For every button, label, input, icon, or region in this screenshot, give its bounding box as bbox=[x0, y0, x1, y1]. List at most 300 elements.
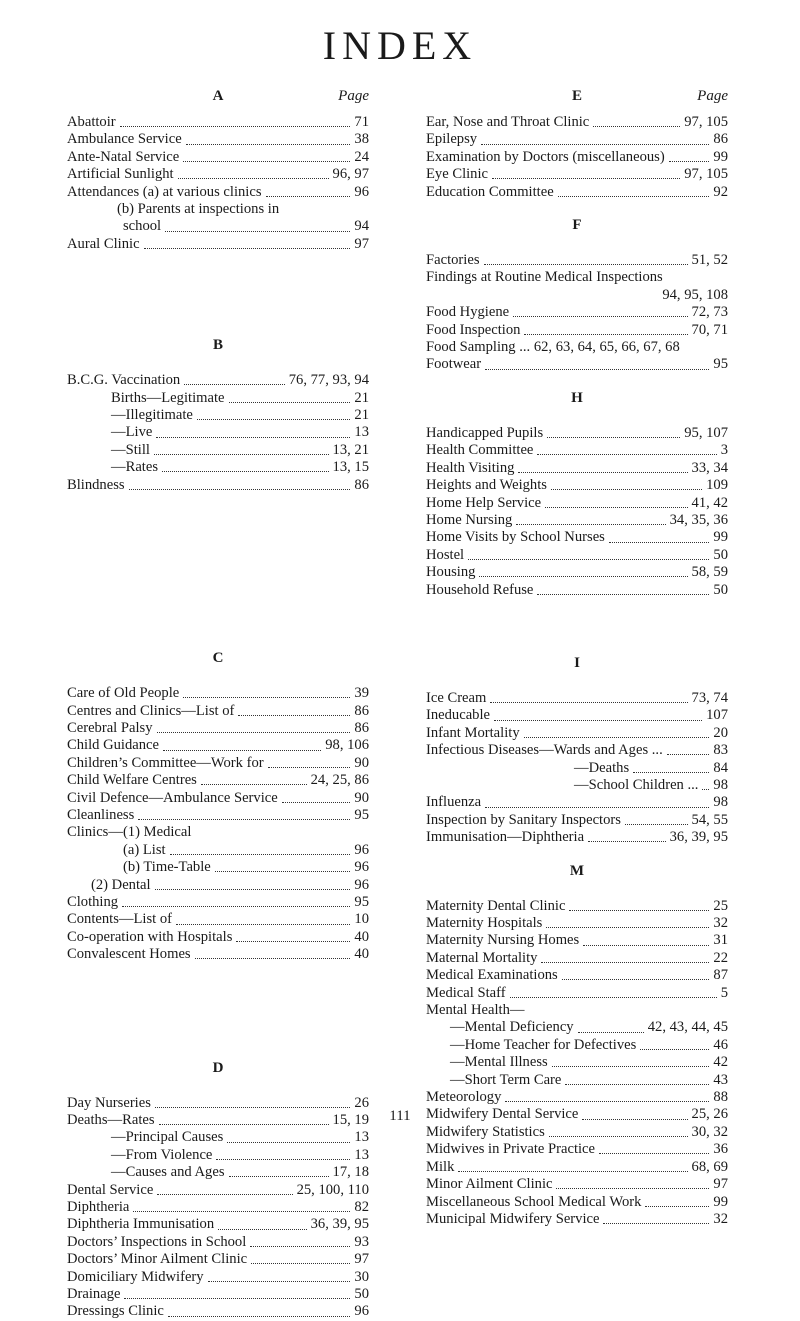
section-letter-a: A bbox=[212, 88, 224, 104]
index-entry-pages: 39 bbox=[354, 685, 369, 702]
index-entry-pages: 3 bbox=[720, 442, 728, 459]
index-entry bbox=[426, 1089, 728, 1106]
index-entry-label: Aural Clinic bbox=[67, 235, 140, 252]
index-entry bbox=[426, 166, 728, 183]
index-entry-label: Medical Examinations bbox=[426, 967, 558, 984]
index-entry bbox=[67, 114, 369, 131]
leader-dots bbox=[625, 824, 688, 825]
index-entry-label: Contents—List of bbox=[67, 911, 172, 928]
index-entry bbox=[67, 477, 369, 494]
index-entry-pages: 99 bbox=[713, 529, 728, 546]
index-entry bbox=[426, 707, 728, 724]
section-b bbox=[67, 372, 369, 494]
index-entry-label: —Still bbox=[111, 441, 150, 458]
leader-dots bbox=[250, 1246, 350, 1247]
index-entry-pages: 13 bbox=[354, 1146, 369, 1163]
leader-dots bbox=[218, 1229, 306, 1230]
index-entry-line: Food Sampling ... 62, 63, 64, 65, 66, 67, 68 bbox=[426, 339, 680, 356]
index-entry bbox=[67, 1182, 369, 1199]
leader-dots bbox=[667, 754, 710, 755]
leader-dots bbox=[154, 454, 329, 455]
index-entry-label: Housing bbox=[426, 564, 476, 581]
index-entry-label: Food Inspection bbox=[426, 321, 521, 338]
index-entry bbox=[67, 703, 369, 720]
index-entry-label: Footwear bbox=[426, 356, 482, 373]
leader-dots bbox=[144, 248, 351, 249]
section-letter-m: M bbox=[569, 862, 585, 879]
index-entry-pages: 25 bbox=[713, 897, 728, 914]
index-entry-pages: 13, 15 bbox=[332, 459, 369, 476]
index-entry bbox=[426, 742, 728, 759]
index-entry bbox=[67, 166, 369, 183]
index-entry-pages: 96, 97 bbox=[332, 166, 369, 183]
index-entry bbox=[67, 184, 369, 201]
leader-dots bbox=[558, 196, 710, 197]
leader-dots bbox=[578, 1032, 644, 1033]
index-entry-label: Attendances (a) at various clinics bbox=[67, 183, 262, 200]
index-entry-pages: 73, 74 bbox=[691, 689, 728, 706]
section-letter-d: D bbox=[212, 1059, 224, 1076]
index-entry-label: (2) Dental bbox=[91, 876, 151, 893]
index-entry bbox=[426, 1176, 728, 1193]
index-entry-line: (b) Parents at inspections in bbox=[117, 201, 280, 218]
index-entry-pages: 93 bbox=[354, 1233, 369, 1250]
index-entry-label: Midwifery Dental Service bbox=[426, 1106, 579, 1123]
leader-dots bbox=[156, 437, 350, 438]
index-entry-pages: 71 bbox=[354, 114, 369, 130]
leader-dots bbox=[170, 854, 351, 855]
index-column-right bbox=[426, 88, 728, 1228]
index-entry bbox=[67, 807, 369, 824]
index-entry-pages: 26 bbox=[354, 1094, 369, 1111]
leader-dots bbox=[208, 1281, 351, 1282]
index-entry-pages: 43 bbox=[713, 1071, 728, 1088]
leader-dots bbox=[183, 161, 350, 162]
leader-dots bbox=[155, 889, 351, 890]
index-entry-label: Hostel bbox=[426, 546, 465, 563]
index-column-left bbox=[67, 88, 369, 1321]
index-entry bbox=[67, 1199, 369, 1216]
leader-dots bbox=[138, 819, 350, 820]
index-entry-pages: 50 bbox=[354, 1286, 369, 1303]
leader-dots bbox=[546, 927, 709, 928]
index-entry-label: Abattoir bbox=[67, 114, 116, 130]
index-entry-pages: 97 bbox=[354, 235, 369, 252]
leader-dots bbox=[266, 196, 351, 197]
index-entry-label: Education Committee bbox=[426, 183, 554, 200]
section-letter-b: B bbox=[212, 337, 223, 354]
index-entry bbox=[67, 442, 369, 459]
index-entry-pages: 109 bbox=[706, 477, 728, 494]
index-entry-label: —Causes and Ages bbox=[111, 1164, 225, 1181]
index-entry bbox=[67, 1234, 369, 1251]
index-entry bbox=[426, 477, 728, 494]
index-entry-label: —From Violence bbox=[111, 1146, 213, 1163]
leader-dots bbox=[229, 1176, 329, 1177]
index-entry-pages: 107 bbox=[706, 707, 728, 724]
index-entry bbox=[67, 772, 369, 789]
section-f bbox=[426, 252, 728, 374]
index-entry-pages: 96 bbox=[354, 1303, 369, 1320]
index-entry-label: —Rates bbox=[111, 459, 159, 476]
index-entry-label: Factories bbox=[426, 252, 480, 269]
index-entry-label: Diphtheria bbox=[67, 1199, 130, 1216]
index-entry-label: Clothing bbox=[67, 893, 119, 910]
leader-dots bbox=[588, 841, 666, 842]
index-entry-pages: 96 bbox=[354, 876, 369, 893]
index-entry-label: Minor Ailment Clinic bbox=[426, 1176, 553, 1193]
index-entry-pages: 25, 100, 110 bbox=[296, 1181, 369, 1198]
index-entry-label: (b) Time-Table bbox=[123, 859, 211, 876]
index-entry-pages: 58, 59 bbox=[691, 564, 728, 581]
index-entry bbox=[67, 1164, 369, 1181]
leader-dots bbox=[268, 767, 351, 768]
leader-dots bbox=[468, 559, 709, 560]
leader-dots bbox=[537, 594, 709, 595]
index-entry-pages: 17, 18 bbox=[332, 1164, 369, 1181]
index-entry-label: Ice Cream bbox=[426, 689, 487, 706]
page-column-label: Page bbox=[697, 88, 728, 104]
index-entry-pages: 96 bbox=[354, 859, 369, 876]
index-entry bbox=[67, 1303, 369, 1320]
index-entry-label: Home Visits by School Nurses bbox=[426, 529, 605, 546]
leader-dots bbox=[251, 1263, 350, 1264]
index-entry bbox=[426, 356, 728, 373]
index-entry-pages: 96 bbox=[354, 841, 369, 858]
index-entry bbox=[426, 564, 728, 581]
index-entry bbox=[67, 424, 369, 441]
index-entry-label: Immunisation—Diphtheria bbox=[426, 829, 585, 846]
index-entry-label: Children’s Committee—Work for bbox=[67, 754, 264, 771]
leader-dots bbox=[490, 702, 687, 703]
leader-dots bbox=[541, 962, 709, 963]
index-entry bbox=[426, 1072, 728, 1089]
leader-dots bbox=[492, 178, 680, 179]
index-entry-pages: 36 bbox=[713, 1141, 728, 1158]
leader-dots bbox=[505, 1101, 709, 1102]
leader-dots bbox=[485, 807, 709, 808]
index-entry bbox=[426, 985, 728, 1002]
index-entry bbox=[426, 760, 728, 777]
index-entry-line: Mental Health— bbox=[426, 1002, 525, 1019]
index-entry-pages: 72, 73 bbox=[691, 304, 728, 321]
index-entry-pages: 99 bbox=[713, 1193, 728, 1210]
index-entry bbox=[67, 407, 369, 424]
leader-dots bbox=[157, 732, 351, 733]
index-entry bbox=[426, 915, 728, 932]
page-column-label: Page bbox=[338, 88, 369, 104]
index-entry-label: Care of Old People bbox=[67, 685, 180, 702]
section-letter-h: H bbox=[571, 389, 583, 406]
index-entry-label: Dental Service bbox=[67, 1181, 154, 1198]
index-entry bbox=[426, 512, 728, 529]
index-entry-pages: 20 bbox=[713, 724, 728, 741]
leader-dots bbox=[186, 144, 351, 145]
leader-dots bbox=[551, 489, 702, 490]
index-entry-pages: 97 bbox=[354, 1251, 369, 1268]
index-entry-pages: 24, 25, 86 bbox=[310, 772, 369, 789]
leader-dots bbox=[593, 126, 680, 127]
index-entry bbox=[426, 967, 728, 984]
index-entry bbox=[67, 737, 369, 754]
index-entry-pages: 94 bbox=[354, 218, 369, 235]
leader-dots bbox=[516, 524, 665, 525]
section-c bbox=[67, 685, 369, 964]
index-entry-pages: 86 bbox=[354, 719, 369, 736]
index-entry-label: —Short Term Care bbox=[450, 1071, 562, 1088]
index-entry-pages: 34, 35, 36 bbox=[669, 511, 728, 528]
index-entry-label: Doctors’ Minor Ailment Clinic bbox=[67, 1251, 248, 1268]
index-entry bbox=[67, 1147, 369, 1164]
index-entry bbox=[67, 372, 369, 389]
index-entry-label: Handicapped Pupils bbox=[426, 424, 544, 441]
index-entry-pages: 95 bbox=[354, 893, 369, 910]
index-entry bbox=[426, 1194, 728, 1211]
index-entry bbox=[426, 725, 728, 742]
leader-dots bbox=[645, 1206, 709, 1207]
index-entry-pages: 10 bbox=[354, 911, 369, 928]
index-entry bbox=[426, 322, 728, 339]
leader-dots bbox=[184, 384, 285, 385]
index-entry-label: Ante-Natal Service bbox=[67, 148, 180, 165]
index-entry bbox=[67, 755, 369, 772]
index-entry bbox=[426, 529, 728, 546]
leader-dots bbox=[124, 1298, 350, 1299]
index-entry-label: Deaths—Rates bbox=[67, 1112, 155, 1128]
index-entry bbox=[426, 114, 728, 131]
index-entry-label: Child Welfare Centres bbox=[67, 772, 197, 789]
leader-dots bbox=[201, 784, 307, 785]
page-number: 111 bbox=[389, 1108, 411, 1124]
leader-dots bbox=[122, 906, 350, 907]
leader-dots bbox=[282, 802, 351, 803]
index-entry-label: Inspection by Sanitary Inspectors bbox=[426, 811, 621, 828]
index-entry bbox=[67, 894, 369, 911]
index-entry-pages: 51, 52 bbox=[691, 252, 728, 269]
leader-dots bbox=[481, 144, 709, 145]
index-entry-label: Epilepsy bbox=[426, 131, 478, 148]
leader-dots bbox=[583, 945, 709, 946]
index-entry-pages: 87 bbox=[713, 967, 728, 984]
leader-dots bbox=[215, 871, 351, 872]
index-entry-pages: 13, 21 bbox=[332, 441, 369, 458]
leader-dots bbox=[640, 1049, 709, 1050]
index-entry-pages: 32 bbox=[713, 915, 728, 931]
index-entry bbox=[67, 1286, 369, 1303]
index-entry-pages: 95, 107 bbox=[684, 424, 728, 441]
index-entry-label: Co-operation with Hospitals bbox=[67, 928, 233, 945]
index-entry-label: Maternity Nursing Homes bbox=[426, 932, 580, 949]
index-entry-pages: 86 bbox=[354, 702, 369, 719]
leader-dots bbox=[599, 1153, 709, 1154]
index-entry-pages: 36, 39, 95 bbox=[310, 1216, 369, 1233]
index-entry-pages: 32 bbox=[713, 1210, 728, 1227]
index-entry bbox=[426, 1211, 728, 1228]
index-entry-label: Milk bbox=[426, 1158, 455, 1175]
index-entry-label: Ineducable bbox=[426, 707, 491, 724]
index-entry-line: 94, 95, 108 bbox=[662, 286, 728, 303]
index-entry bbox=[426, 812, 728, 829]
leader-dots bbox=[458, 1171, 687, 1172]
section-i bbox=[426, 690, 728, 847]
index-entry-pages: 40 bbox=[354, 928, 369, 945]
index-entry-pages: 41, 42 bbox=[691, 494, 728, 511]
section-m bbox=[426, 898, 728, 1229]
leader-dots bbox=[702, 789, 709, 790]
index-entry-label: school bbox=[123, 218, 162, 235]
index-entry bbox=[426, 1019, 728, 1036]
index-entry-pages: 5 bbox=[720, 984, 728, 1001]
index-entry-label: Maternity Dental Clinic bbox=[426, 897, 566, 914]
index-entry-label: Ear, Nose and Throat Clinic bbox=[426, 114, 590, 130]
index-entry bbox=[426, 495, 728, 512]
index-entry bbox=[426, 1124, 728, 1141]
index-entry-label: Home Help Service bbox=[426, 494, 542, 511]
index-entry-label: Eye Clinic bbox=[426, 166, 489, 183]
index-entry-label: Examination by Doctors (miscellaneous) bbox=[426, 148, 665, 165]
index-entry-label: —Principal Causes bbox=[111, 1129, 224, 1146]
index-entry-label: Maternity Hospitals bbox=[426, 915, 543, 931]
index-entry-label: Cerebral Palsy bbox=[67, 719, 153, 736]
section-letter-f: F bbox=[572, 217, 582, 234]
index-entry bbox=[426, 149, 728, 166]
index-entry-label: Health Visiting bbox=[426, 459, 515, 476]
index-entry-pages: 92 bbox=[713, 183, 728, 200]
index-entry-pages: 21 bbox=[354, 407, 369, 424]
index-entry-label: Meteorology bbox=[426, 1089, 502, 1106]
index-entry bbox=[426, 304, 728, 321]
leader-dots bbox=[565, 1084, 709, 1085]
leader-dots bbox=[669, 161, 710, 162]
index-entry-pages: 54, 55 bbox=[691, 811, 728, 828]
index-entry bbox=[67, 1269, 369, 1286]
index-entry-pages: 24 bbox=[354, 148, 369, 165]
leader-dots bbox=[545, 507, 687, 508]
page-title: INDEX bbox=[322, 23, 478, 68]
index-entry bbox=[426, 582, 728, 599]
leader-dots bbox=[524, 334, 687, 335]
index-entry-label: —Mental Deficiency bbox=[450, 1019, 574, 1036]
leader-dots bbox=[552, 1066, 710, 1067]
leader-dots bbox=[229, 402, 351, 403]
index-entry-label: —Home Teacher for Defectives bbox=[450, 1036, 637, 1053]
leader-dots bbox=[163, 750, 321, 751]
section-letter-i: I bbox=[574, 654, 580, 671]
index-entry-label: Midwifery Statistics bbox=[426, 1123, 545, 1140]
index-entry-label: Heights and Weights bbox=[426, 477, 547, 494]
index-entry bbox=[67, 685, 369, 702]
index-entry-pages: 83 bbox=[713, 742, 728, 759]
index-entry-pages: 88 bbox=[713, 1089, 728, 1106]
leader-dots bbox=[556, 1188, 709, 1189]
section-d bbox=[67, 1095, 369, 1321]
index-entry-pages: 95 bbox=[354, 806, 369, 823]
index-entry-label: —Illegitimate bbox=[111, 407, 193, 424]
index-entry-pages: 50 bbox=[713, 546, 728, 563]
index-entry-label: Household Refuse bbox=[426, 581, 534, 598]
leader-dots bbox=[569, 910, 709, 911]
index-entry bbox=[67, 790, 369, 807]
index-entry-label: Municipal Midwifery Service bbox=[426, 1210, 600, 1227]
index-entry bbox=[67, 1129, 369, 1146]
index-entry bbox=[426, 829, 728, 846]
index-entry-label: Cleanliness bbox=[67, 806, 135, 823]
leader-dots bbox=[133, 1211, 350, 1212]
index-entry bbox=[426, 794, 728, 811]
index-entry-label: Ambulance Service bbox=[67, 131, 182, 148]
leader-dots bbox=[494, 720, 702, 721]
index-entry bbox=[67, 390, 369, 407]
leader-dots bbox=[524, 737, 710, 738]
index-entry-label: Artificial Sunlight bbox=[67, 166, 174, 183]
index-entry bbox=[426, 950, 728, 967]
index-entry-label: Medical Staff bbox=[426, 984, 506, 1001]
section-letter-e: E bbox=[571, 88, 582, 104]
leader-dots bbox=[236, 941, 350, 942]
index-entry bbox=[67, 459, 369, 476]
leader-dots bbox=[120, 126, 351, 127]
leader-dots bbox=[197, 419, 351, 420]
index-entry-label: —School Children ... bbox=[574, 776, 699, 793]
leader-dots bbox=[227, 1142, 350, 1143]
index-entry bbox=[426, 1141, 728, 1158]
index-entry-pages: 30, 32 bbox=[691, 1123, 728, 1140]
index-entry bbox=[67, 131, 369, 148]
section-a bbox=[67, 114, 369, 253]
index-entry-pages: 84 bbox=[713, 759, 728, 776]
leader-dots bbox=[484, 264, 688, 265]
index-entry-pages: 76, 77, 93, 94 bbox=[288, 372, 369, 389]
index-entry-label: Infectious Diseases—Wards and Ages ... bbox=[426, 742, 663, 759]
index-entry-pages: 50 bbox=[713, 581, 728, 598]
index-entry-label: Convalescent Homes bbox=[67, 946, 191, 963]
index-entry-pages: 21 bbox=[354, 389, 369, 406]
section-e bbox=[426, 114, 728, 201]
index-entry bbox=[426, 1054, 728, 1071]
index-entry bbox=[67, 1251, 369, 1268]
index-entry-label: Diphtheria Immunisation bbox=[67, 1216, 215, 1233]
index-entry-pages: 97, 105 bbox=[684, 166, 728, 183]
leader-dots bbox=[609, 542, 710, 543]
index-entry bbox=[67, 929, 369, 946]
index-entry bbox=[67, 149, 369, 166]
index-entry-pages: 90 bbox=[354, 789, 369, 806]
index-entry bbox=[67, 1216, 369, 1233]
index-entry-label: Day Nurseries bbox=[67, 1094, 151, 1111]
leader-dots bbox=[162, 471, 328, 472]
index-entry-pages: 82 bbox=[354, 1199, 369, 1216]
index-entry-pages: 22 bbox=[713, 949, 728, 966]
column-header bbox=[426, 88, 728, 114]
leader-dots bbox=[183, 697, 350, 698]
section-h bbox=[426, 425, 728, 599]
index-entry-pages: 42 bbox=[713, 1054, 728, 1071]
index-entry-pages: 70, 71 bbox=[691, 321, 728, 338]
index-entry-pages: 90 bbox=[354, 754, 369, 771]
leader-dots bbox=[176, 924, 350, 925]
index-entry bbox=[67, 946, 369, 963]
index-entry-pages: 13 bbox=[354, 1129, 369, 1146]
index-entry-label: Maternal Mortality bbox=[426, 949, 538, 966]
leader-dots bbox=[513, 316, 687, 317]
index-entry-pages: 68, 69 bbox=[691, 1158, 728, 1175]
index-entry-line: Clinics—(1) Medical bbox=[67, 824, 192, 841]
index-entry-label: B.C.G. Vaccination bbox=[67, 372, 181, 389]
leader-dots bbox=[168, 1316, 351, 1317]
index-entry-label: Dressings Clinic bbox=[67, 1303, 164, 1320]
index-entry-label: Food Hygiene bbox=[426, 304, 510, 321]
index-entry-pages: 98 bbox=[713, 776, 728, 793]
